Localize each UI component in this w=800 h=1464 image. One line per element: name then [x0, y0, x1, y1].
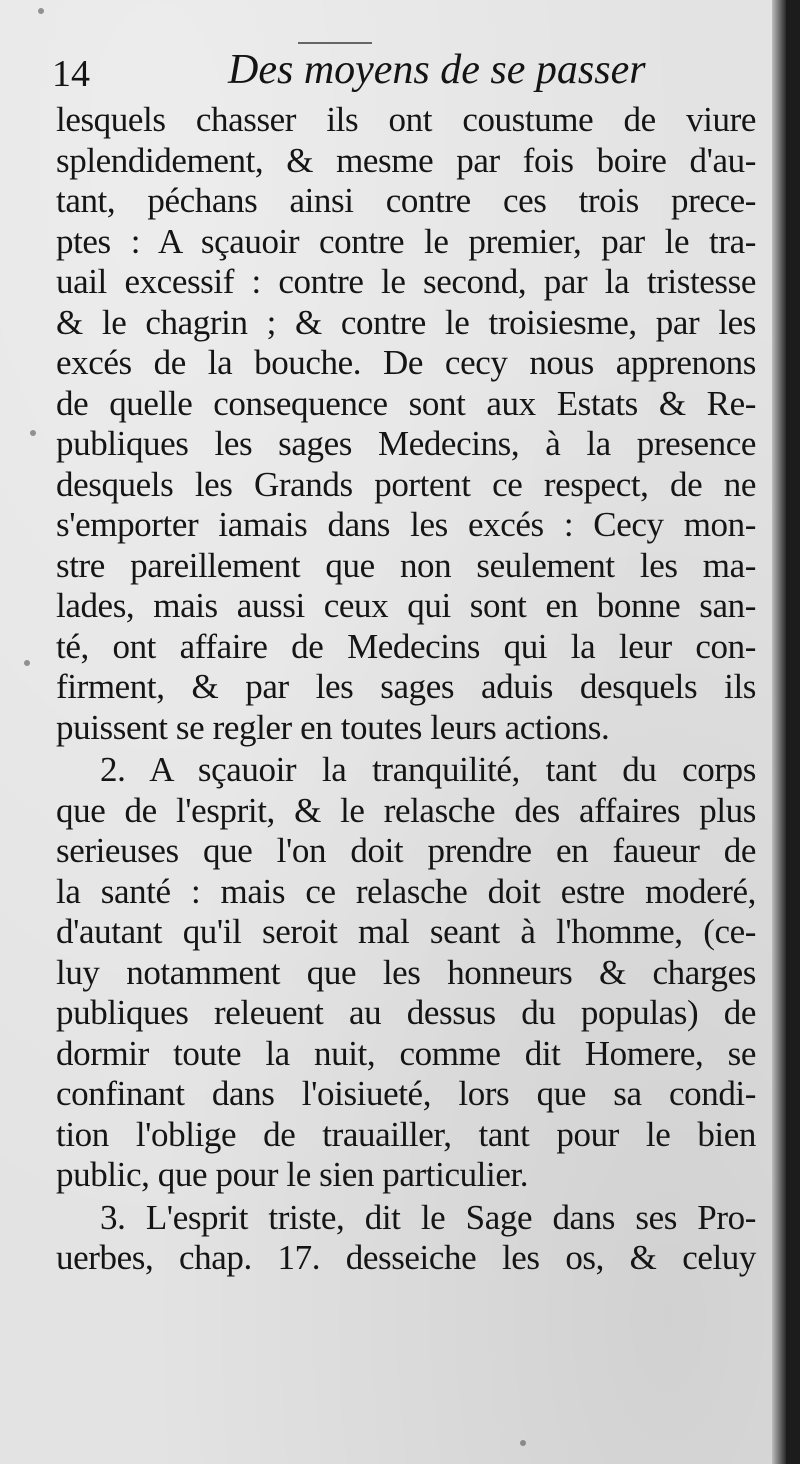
text-line: & le chagrin ; & contre le troisiesme, par les: [56, 302, 756, 342]
text-line: lesquels chasser ils ont coustume de viure: [56, 100, 756, 139]
text-line: que de l'esprit, & le relasche des affaires plus: [56, 790, 756, 830]
page-header: [52, 42, 752, 102]
text-line: luy notamment que les honneurs & charges: [56, 952, 756, 992]
paragraph-2-start: 2. A sçauoir la tranquilité, tant du corps: [100, 750, 756, 789]
text-line: stre pareillement que non seulement les ma-: [56, 545, 756, 585]
text-line: serieuses que l'on doit prendre en faueur de: [56, 831, 756, 870]
text-line: tion l'oblige de trauailler, tant pour le bien: [56, 1114, 756, 1154]
text-line: puissent se regler en toutes leurs actions.: [56, 707, 610, 747]
text-line: d'autant qu'il seroit mal seant à l'homme, (ce-: [56, 912, 756, 951]
page-gutter-shadow: [772, 0, 786, 1464]
header-rule: [298, 42, 372, 44]
ink-speck: [38, 8, 44, 14]
text-line: public, que pour le sien particulier.: [56, 1155, 529, 1194]
text-line: tant, péchans ainsi contre ces trois prece-: [56, 181, 756, 220]
text-line: s'emporter iamais dans les excés : Cecy mon-: [56, 505, 756, 544]
text-line: dormir toute la nuit, comme dit Homere, se: [56, 1033, 756, 1073]
text-line: la santé : mais ce relasche doit estre moderé,: [56, 871, 756, 911]
text-line: uail excessif : contre le second, par la tristesse: [56, 262, 756, 301]
text-line: té, ont affaire de Medecins qui la leur con-: [56, 626, 756, 666]
text-line: confinant dans l'oisiueté, lors que sa condi-: [56, 1074, 756, 1113]
page-number: 14: [52, 53, 90, 95]
text-line: firment, & par les sages aduis desquels ils: [56, 667, 756, 706]
text-line: splendidement, & mesme par fois boire d'au-: [56, 140, 756, 180]
text-line: publiques les sages Medecins, à la presence: [56, 424, 756, 463]
text-line: publiques releuent au dessus du populas) de: [56, 993, 756, 1032]
ink-speck: [30, 430, 36, 436]
body-text: [56, 100, 756, 1279]
text-line: ptes : A sçauoir contre le premier, par le tra-: [56, 221, 756, 261]
text-line: lades, mais aussi ceux qui sont en bonne san-: [56, 586, 756, 625]
ink-speck: [24, 660, 30, 666]
ink-speck: [520, 1440, 526, 1446]
text-line: desquels les Grands portent ce respect, de ne: [56, 464, 756, 504]
text-line: uerbes, chap. 17. desseiche les os, & celuy: [56, 1238, 756, 1277]
text-line: excés de la bouche. De cecy nous apprenons: [56, 343, 756, 382]
paragraph-3-start: 3. L'esprit triste, dit le Sage dans ses Pro-: [100, 1197, 756, 1237]
text-line: de quelle consequence sont aux Estats & Re-: [56, 383, 756, 423]
running-title: Des moyens de se passer: [228, 47, 646, 93]
